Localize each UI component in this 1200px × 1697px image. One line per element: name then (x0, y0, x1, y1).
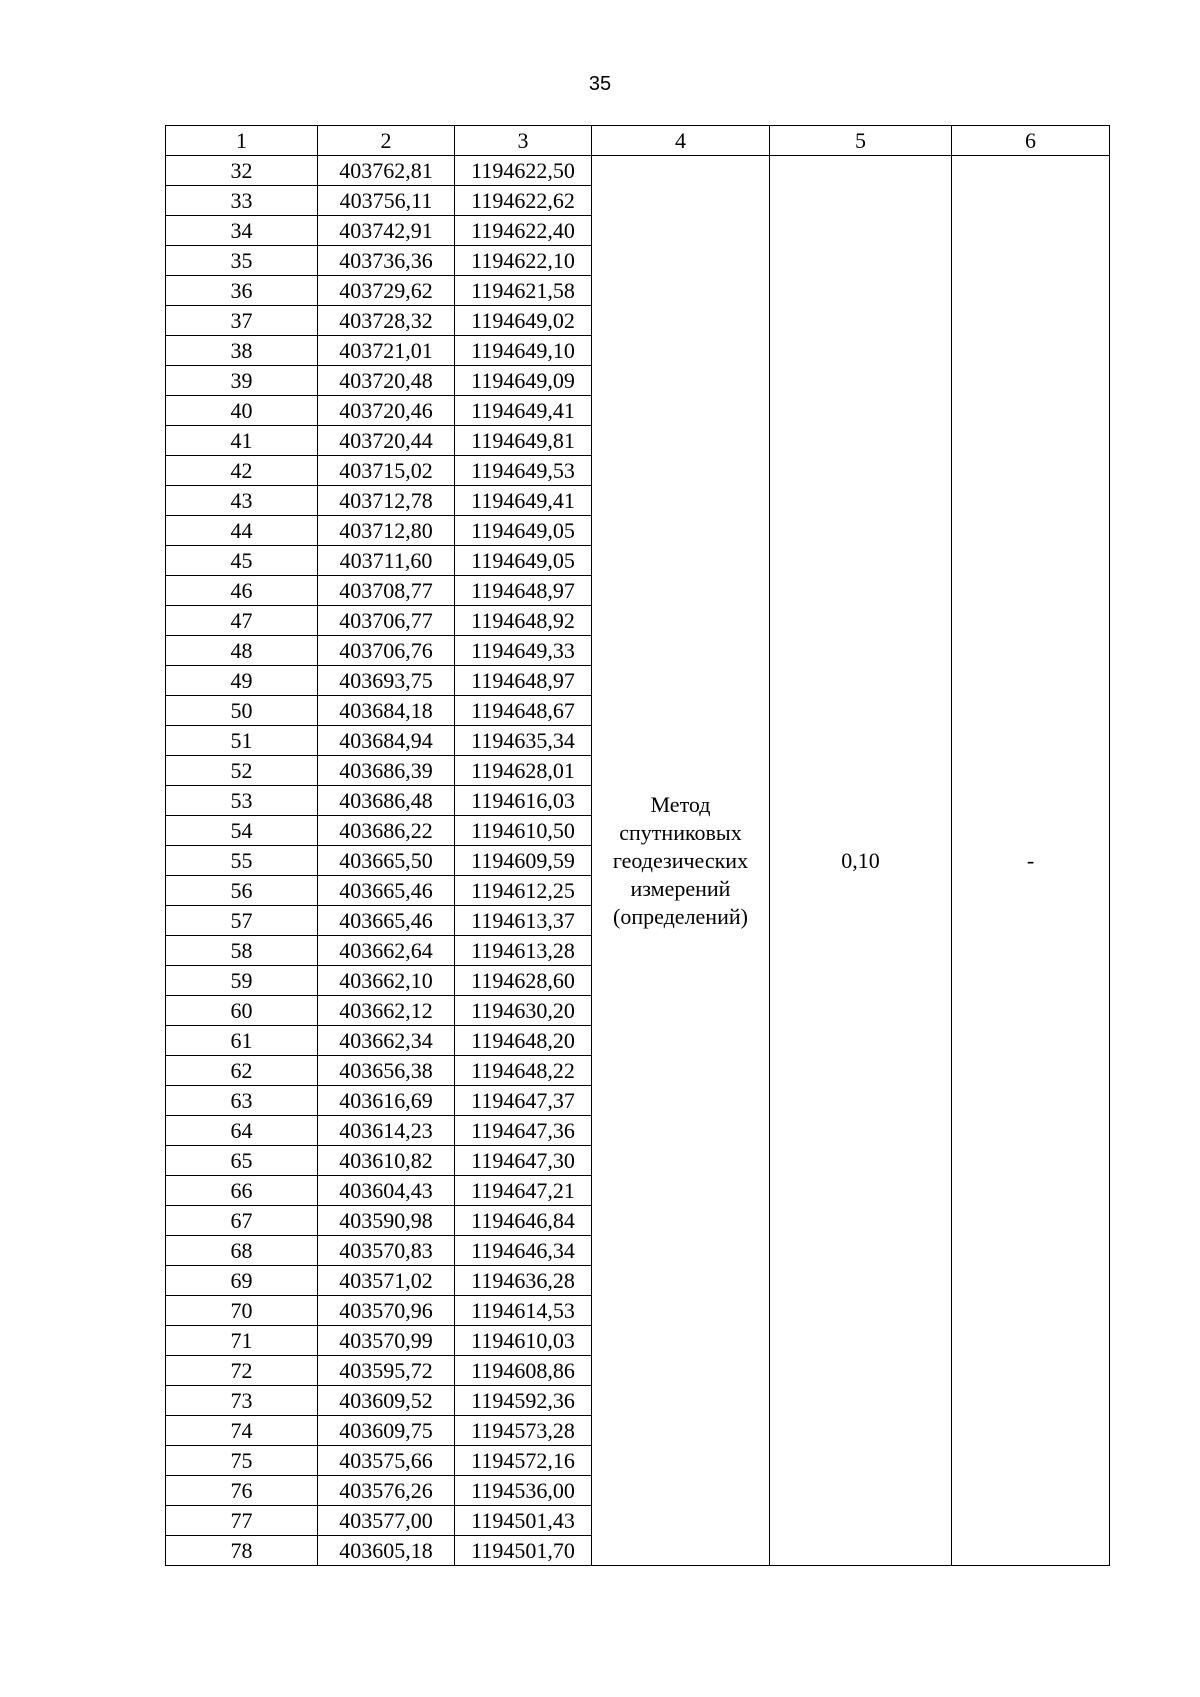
x-coordinate-cell: 403693,75 (318, 666, 455, 696)
method-cell (592, 156, 770, 1566)
column6-cell: - (952, 156, 1110, 1566)
x-coordinate-cell: 403616,69 (318, 1086, 455, 1116)
point-number-cell: 71 (166, 1326, 318, 1356)
point-number-cell: 75 (166, 1446, 318, 1476)
point-number-cell: 52 (166, 756, 318, 786)
point-number-cell: 57 (166, 906, 318, 936)
table-header-row (166, 126, 1110, 156)
header-cell-5: 5 (770, 126, 952, 156)
y-coordinate-cell: 1194649,09 (455, 366, 592, 396)
point-number-cell: 35 (166, 246, 318, 276)
point-number-cell: 55 (166, 846, 318, 876)
point-number-cell: 58 (166, 936, 318, 966)
point-number-cell: 60 (166, 996, 318, 1026)
y-coordinate-cell: 1194536,00 (455, 1476, 592, 1506)
x-coordinate-cell: 403686,39 (318, 756, 455, 786)
point-number-cell: 47 (166, 606, 318, 636)
point-number-cell: 33 (166, 186, 318, 216)
point-number-cell: 51 (166, 726, 318, 756)
y-coordinate-cell: 1194649,10 (455, 336, 592, 366)
x-coordinate-cell: 403686,22 (318, 816, 455, 846)
point-number-cell: 69 (166, 1266, 318, 1296)
point-number-cell: 77 (166, 1506, 318, 1536)
y-coordinate-cell: 1194622,40 (455, 216, 592, 246)
x-coordinate-cell: 403604,43 (318, 1176, 455, 1206)
x-coordinate-cell: 403686,48 (318, 786, 455, 816)
y-coordinate-cell: 1194501,43 (455, 1506, 592, 1536)
x-coordinate-cell: 403720,48 (318, 366, 455, 396)
method-line: Метод (650, 791, 711, 817)
point-number-cell: 74 (166, 1416, 318, 1446)
x-coordinate-cell: 403708,77 (318, 576, 455, 606)
y-coordinate-cell: 1194614,53 (455, 1296, 592, 1326)
point-number-cell: 46 (166, 576, 318, 606)
x-coordinate-cell: 403715,02 (318, 456, 455, 486)
y-coordinate-cell: 1194647,30 (455, 1146, 592, 1176)
point-number-cell: 53 (166, 786, 318, 816)
x-coordinate-cell: 403571,02 (318, 1266, 455, 1296)
x-coordinate-cell: 403605,18 (318, 1536, 455, 1566)
y-coordinate-cell: 1194648,20 (455, 1026, 592, 1056)
x-coordinate-cell: 403662,12 (318, 996, 455, 1026)
header-cell-3: 3 (455, 126, 592, 156)
x-coordinate-cell: 403712,78 (318, 486, 455, 516)
point-number-cell: 39 (166, 366, 318, 396)
x-coordinate-cell: 403665,50 (318, 846, 455, 876)
x-coordinate-cell: 403706,76 (318, 636, 455, 666)
y-coordinate-cell: 1194648,97 (455, 576, 592, 606)
point-number-cell: 36 (166, 276, 318, 306)
point-number-cell: 45 (166, 546, 318, 576)
y-coordinate-cell: 1194628,60 (455, 966, 592, 996)
method-line: геодезических (612, 847, 749, 873)
y-coordinate-cell: 1194649,53 (455, 456, 592, 486)
y-coordinate-cell: 1194609,59 (455, 846, 592, 876)
y-coordinate-cell: 1194622,62 (455, 186, 592, 216)
y-coordinate-cell: 1194636,28 (455, 1266, 592, 1296)
x-coordinate-cell: 403729,62 (318, 276, 455, 306)
y-coordinate-cell: 1194572,16 (455, 1446, 592, 1476)
point-number-cell: 70 (166, 1296, 318, 1326)
x-coordinate-cell: 403662,10 (318, 966, 455, 996)
y-coordinate-cell: 1194647,36 (455, 1116, 592, 1146)
point-number-cell: 66 (166, 1176, 318, 1206)
page-number: 35 (588, 73, 612, 95)
point-number-cell: 59 (166, 966, 318, 996)
y-coordinate-cell: 1194647,21 (455, 1176, 592, 1206)
x-coordinate-cell: 403712,80 (318, 516, 455, 546)
y-coordinate-cell: 1194648,92 (455, 606, 592, 636)
coordinates-table (165, 125, 1110, 1566)
point-number-cell: 34 (166, 216, 318, 246)
x-coordinate-cell: 403684,18 (318, 696, 455, 726)
x-coordinate-cell: 403662,34 (318, 1026, 455, 1056)
x-coordinate-cell: 403720,46 (318, 396, 455, 426)
accuracy-cell: 0,10 (770, 156, 952, 1566)
x-coordinate-cell: 403728,32 (318, 306, 455, 336)
x-coordinate-cell: 403742,91 (318, 216, 455, 246)
point-number-cell: 38 (166, 336, 318, 366)
x-coordinate-cell: 403665,46 (318, 876, 455, 906)
point-number-cell: 54 (166, 816, 318, 846)
point-number-cell: 78 (166, 1536, 318, 1566)
y-coordinate-cell: 1194646,34 (455, 1236, 592, 1266)
y-coordinate-cell: 1194649,02 (455, 306, 592, 336)
x-coordinate-cell: 403614,23 (318, 1116, 455, 1146)
x-coordinate-cell: 403575,66 (318, 1446, 455, 1476)
point-number-cell: 48 (166, 636, 318, 666)
point-number-cell: 67 (166, 1206, 318, 1236)
y-coordinate-cell: 1194608,86 (455, 1356, 592, 1386)
x-coordinate-cell: 403595,72 (318, 1356, 455, 1386)
y-coordinate-cell: 1194501,70 (455, 1536, 592, 1566)
point-number-cell: 68 (166, 1236, 318, 1266)
header-cell-1: 1 (166, 126, 318, 156)
y-coordinate-cell: 1194622,50 (455, 156, 592, 186)
y-coordinate-cell: 1194613,28 (455, 936, 592, 966)
x-coordinate-cell: 403736,36 (318, 246, 455, 276)
x-coordinate-cell: 403756,11 (318, 186, 455, 216)
x-coordinate-cell: 403656,38 (318, 1056, 455, 1086)
x-coordinate-cell: 403706,77 (318, 606, 455, 636)
x-coordinate-cell: 403609,52 (318, 1386, 455, 1416)
y-coordinate-cell: 1194635,34 (455, 726, 592, 756)
x-coordinate-cell: 403684,94 (318, 726, 455, 756)
point-number-cell: 37 (166, 306, 318, 336)
header-cell-2: 2 (318, 126, 455, 156)
header-cell-4: 4 (592, 126, 770, 156)
x-coordinate-cell: 403662,64 (318, 936, 455, 966)
point-number-cell: 50 (166, 696, 318, 726)
y-coordinate-cell: 1194628,01 (455, 756, 592, 786)
x-coordinate-cell: 403610,82 (318, 1146, 455, 1176)
point-number-cell: 65 (166, 1146, 318, 1176)
point-number-cell: 43 (166, 486, 318, 516)
y-coordinate-cell: 1194648,67 (455, 696, 592, 726)
method-line: (определений) (613, 903, 748, 929)
y-coordinate-cell: 1194610,03 (455, 1326, 592, 1356)
x-coordinate-cell: 403577,00 (318, 1506, 455, 1536)
point-number-cell: 41 (166, 426, 318, 456)
y-coordinate-cell: 1194592,36 (455, 1386, 592, 1416)
x-coordinate-cell: 403762,81 (318, 156, 455, 186)
header-cell-6: 6 (952, 126, 1110, 156)
point-number-cell: 76 (166, 1476, 318, 1506)
y-coordinate-cell: 1194621,58 (455, 276, 592, 306)
y-coordinate-cell: 1194649,05 (455, 516, 592, 546)
y-coordinate-cell: 1194649,33 (455, 636, 592, 666)
point-number-cell: 64 (166, 1116, 318, 1146)
point-number-cell: 62 (166, 1056, 318, 1086)
point-number-cell: 72 (166, 1356, 318, 1386)
point-number-cell: 61 (166, 1026, 318, 1056)
point-number-cell: 63 (166, 1086, 318, 1116)
y-coordinate-cell: 1194622,10 (455, 246, 592, 276)
y-coordinate-cell: 1194646,84 (455, 1206, 592, 1236)
x-coordinate-cell: 403576,26 (318, 1476, 455, 1506)
y-coordinate-cell: 1194613,37 (455, 906, 592, 936)
y-coordinate-cell: 1194573,28 (455, 1416, 592, 1446)
point-number-cell: 56 (166, 876, 318, 906)
y-coordinate-cell: 1194648,97 (455, 666, 592, 696)
x-coordinate-cell: 403609,75 (318, 1416, 455, 1446)
y-coordinate-cell: 1194630,20 (455, 996, 592, 1026)
y-coordinate-cell: 1194649,41 (455, 396, 592, 426)
x-coordinate-cell: 403570,99 (318, 1326, 455, 1356)
point-number-cell: 49 (166, 666, 318, 696)
point-number-cell: 32 (166, 156, 318, 186)
point-number-cell: 73 (166, 1386, 318, 1416)
x-coordinate-cell: 403665,46 (318, 906, 455, 936)
y-coordinate-cell: 1194616,03 (455, 786, 592, 816)
y-coordinate-cell: 1194649,41 (455, 486, 592, 516)
y-coordinate-cell: 1194610,50 (455, 816, 592, 846)
x-coordinate-cell: 403720,44 (318, 426, 455, 456)
y-coordinate-cell: 1194648,22 (455, 1056, 592, 1086)
x-coordinate-cell: 403570,96 (318, 1296, 455, 1326)
x-coordinate-cell: 403590,98 (318, 1206, 455, 1236)
point-number-cell: 42 (166, 456, 318, 486)
x-coordinate-cell: 403570,83 (318, 1236, 455, 1266)
y-coordinate-cell: 1194612,25 (455, 876, 592, 906)
y-coordinate-cell: 1194649,05 (455, 546, 592, 576)
method-line: спутниковых (619, 819, 742, 845)
table-body (166, 156, 1110, 1566)
point-number-cell: 44 (166, 516, 318, 546)
method-line: измерений (630, 875, 731, 901)
table-row (166, 156, 1110, 186)
x-coordinate-cell: 403721,01 (318, 336, 455, 366)
point-number-cell: 40 (166, 396, 318, 426)
y-coordinate-cell: 1194649,81 (455, 426, 592, 456)
x-coordinate-cell: 403711,60 (318, 546, 455, 576)
y-coordinate-cell: 1194647,37 (455, 1086, 592, 1116)
